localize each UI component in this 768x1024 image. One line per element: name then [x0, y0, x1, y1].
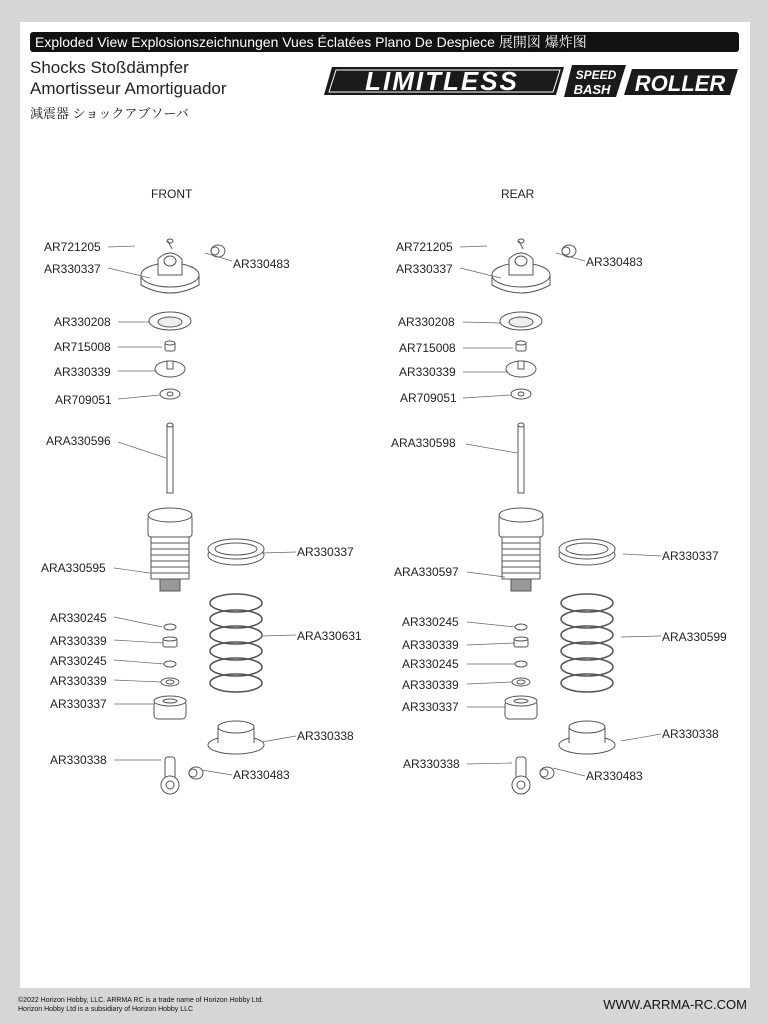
front-part-label: AR330339	[50, 634, 107, 648]
logo-bash-text: BASH	[573, 82, 611, 97]
footer-copyright: ©2022 Horizon Hobby, LLC. ARRMA RC is a trade name of Horizon Hobby Ltd.	[18, 997, 264, 1004]
rear-part-label: AR330245	[402, 657, 459, 671]
rear-part-label: AR330337	[662, 549, 719, 563]
rear-part-label: AR330483	[586, 255, 643, 269]
front-part-label: AR330245	[50, 654, 107, 668]
front-part-label: ARA330631	[297, 629, 362, 643]
front-part-label: AR330337	[44, 262, 101, 276]
rear-part-label: AR330339	[402, 678, 459, 692]
subtitle-line-2: Amortisseur Amortiguador	[30, 79, 227, 98]
front-part-label: AR330483	[233, 257, 290, 271]
rear-part-label: AR330339	[402, 638, 459, 652]
subtitle-line-1: Shocks Stoßdämpfer	[30, 58, 189, 77]
subtitle-line-3: 減震器 ショックアブソーバ	[30, 106, 189, 121]
front-part-label: AR330337	[50, 697, 107, 711]
front-part-label: AR715008	[54, 340, 111, 354]
rear-part-label: AR330339	[399, 365, 456, 379]
logo-roller-text: ROLLER	[634, 71, 726, 96]
header-bar: Exploded View Explosionszeichnungen Vues Éclatées Plano De Despiece 展開図 爆炸图	[30, 32, 739, 52]
rear-part-label: AR330337	[402, 700, 459, 714]
logo-limitless-text: LIMITLESS	[365, 66, 519, 96]
footer-url[interactable]: WWW.ARRMA-RC.COM	[603, 997, 747, 1012]
rear-part-label: AR330338	[662, 727, 719, 741]
rear-part-label: AR721205	[396, 240, 453, 254]
front-part-label: AR330483	[233, 768, 290, 782]
front-part-label: AR330338	[50, 753, 107, 767]
front-part-label: AR330208	[54, 315, 111, 329]
rear-part-label: AR330338	[403, 757, 460, 771]
logo-speed-text: SPEED	[575, 68, 617, 82]
front-part-label: ARA330595	[41, 561, 106, 575]
rear-part-label: ARA330599	[662, 630, 727, 644]
front-part-label: AR721205	[44, 240, 101, 254]
front-part-label: AR330339	[54, 365, 111, 379]
front-part-label: AR330339	[50, 674, 107, 688]
rear-part-label: AR715008	[399, 341, 456, 355]
rear-part-label: AR330483	[586, 769, 643, 783]
rear-part-label: AR330245	[402, 615, 459, 629]
front-part-label: AR709051	[55, 393, 112, 407]
rear-part-label: AR330337	[396, 262, 453, 276]
rear-part-label: AR709051	[400, 391, 457, 405]
rear-part-label: ARA330598	[391, 436, 456, 450]
front-column-title: FRONT	[151, 187, 193, 201]
front-part-label: ARA330596	[46, 434, 111, 448]
front-part-label: AR330245	[50, 611, 107, 625]
rear-column-title: REAR	[501, 187, 535, 201]
front-part-label: AR330337	[297, 545, 354, 559]
rear-part-label: ARA330597	[394, 565, 459, 579]
rear-part-label: AR330208	[398, 315, 455, 329]
front-part-label: AR330338	[297, 729, 354, 743]
footer-subsidiary: Horizon Hobby Ltd is a subsidiary of Horizon Hobby LLC	[18, 1006, 194, 1013]
